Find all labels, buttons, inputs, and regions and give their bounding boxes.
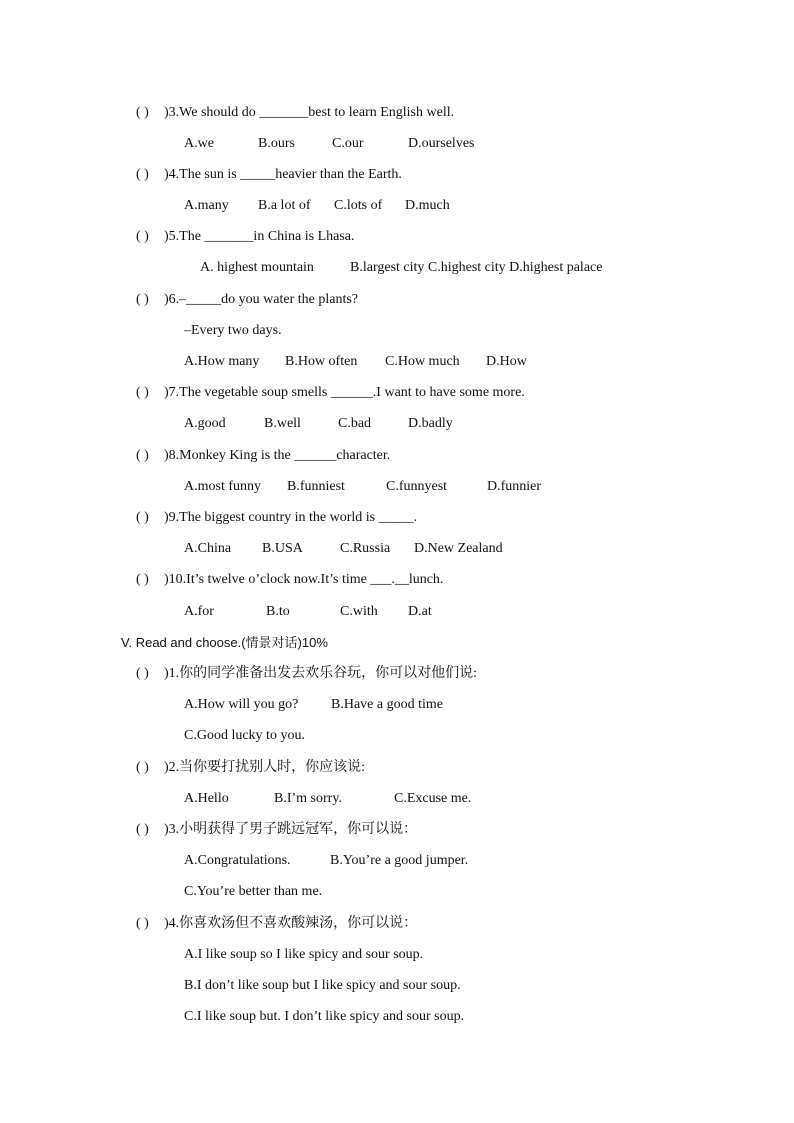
option-c: C.How much — [385, 354, 460, 369]
option-a: A.most funny — [184, 479, 261, 494]
option-a: A.good — [184, 416, 226, 431]
question-prompt: )2.当你要打扰别人时，你应该说: — [164, 760, 366, 775]
answer-blank: ( ) — [136, 385, 149, 400]
answer-blank: ( ) — [136, 167, 149, 182]
option-a: A.How many — [184, 354, 260, 369]
option-a: A.Hello — [184, 791, 229, 806]
option-c: C.with — [340, 604, 378, 619]
option-a: A.we — [184, 136, 214, 151]
option-b: B.ours — [258, 136, 295, 151]
answer-blank: ( ) — [136, 666, 149, 681]
option-d: D.badly — [408, 416, 453, 431]
option-a: A.for — [184, 604, 214, 619]
question-prompt: )10.It’s twelve o’clock now.It’s time ___.__lunch. — [164, 572, 444, 587]
option-c: C.You’re better than me. — [184, 884, 323, 899]
question-prompt: )4.The sun is _____heavier than the Earth. — [164, 167, 402, 182]
answer-blank: ( ) — [136, 916, 149, 931]
answer-blank: ( ) — [136, 822, 149, 837]
answer-blank: ( ) — [136, 292, 149, 307]
option-d: D.New Zealand — [414, 541, 503, 556]
option-b: B.well — [264, 416, 301, 431]
answer-blank: ( ) — [136, 448, 149, 463]
option-d: D.funnier — [487, 479, 542, 494]
option-a: A.I like soup so I like spicy and sour soup. — [184, 947, 424, 962]
option-bcd: B.largest city C.highest city D.highest palace — [350, 260, 603, 275]
option-a: A. highest mountain — [200, 260, 314, 275]
option-a: A.How will you go? — [184, 697, 299, 712]
option-a: A.many — [184, 198, 229, 213]
option-d: D.How — [486, 354, 527, 369]
option-b: B.a lot of — [258, 198, 311, 213]
question-prompt: )5.The _______in China is Lhasa. — [164, 229, 355, 244]
question-prompt: )4.你喜欢汤但不喜欢酸辣汤，你可以说： — [164, 916, 418, 931]
question-prompt: )1.你的同学准备出发去欢乐谷玩，你可以对他们说: — [164, 666, 478, 681]
option-b: B.Have a good time — [331, 697, 443, 712]
question-prompt: )6.–_____do you water the plants? — [164, 292, 359, 307]
question-prompt: )3.We should do _______best to learn English well. — [164, 105, 455, 120]
option-a: A.Congratulations. — [184, 853, 291, 868]
option-b: B.USA — [262, 541, 303, 556]
question-prompt: )3.小明获得了男子跳远冠军，你可以说： — [164, 822, 418, 837]
option-d: D.at — [408, 604, 432, 619]
option-c: C.Russia — [340, 541, 391, 556]
option-a: A.China — [184, 541, 232, 556]
option-c: C.our — [332, 136, 364, 151]
answer-blank: ( ) — [136, 572, 149, 587]
option-b: B.I’m sorry. — [274, 791, 342, 806]
option-c: C.lots of — [334, 198, 383, 213]
option-b: B.I don’t like soup but I like spicy and sour soup. — [184, 978, 461, 993]
option-b: B.funniest — [287, 479, 345, 494]
dialogue-answer: –Every two days. — [184, 323, 282, 338]
option-c: C.Good lucky to you. — [184, 728, 305, 743]
answer-blank: ( ) — [136, 229, 149, 244]
question-prompt: )8.Monkey King is the ______character. — [164, 448, 391, 463]
option-b: B.How often — [285, 354, 358, 369]
option-c: C.Excuse me. — [394, 791, 472, 806]
question-prompt: )9.The biggest country in the world is _____. — [164, 510, 418, 525]
section-heading: V. Read and choose.(情景对话)10% — [121, 635, 328, 650]
option-c: C.I like soup but. I don’t like spicy and sour soup. — [184, 1009, 465, 1024]
option-c: C.bad — [338, 416, 372, 431]
answer-blank: ( ) — [136, 760, 149, 775]
option-c: C.funnyest — [386, 479, 448, 494]
answer-blank: ( ) — [136, 510, 149, 525]
option-d: D.ourselves — [408, 136, 475, 151]
question-prompt: )7.The vegetable soup smells ______.I want to have some more. — [164, 385, 525, 400]
option-d: D.much — [405, 198, 450, 213]
option-b: B.You’re a good jumper. — [330, 853, 469, 868]
option-b: B.to — [266, 604, 290, 619]
answer-blank: ( ) — [136, 105, 149, 120]
